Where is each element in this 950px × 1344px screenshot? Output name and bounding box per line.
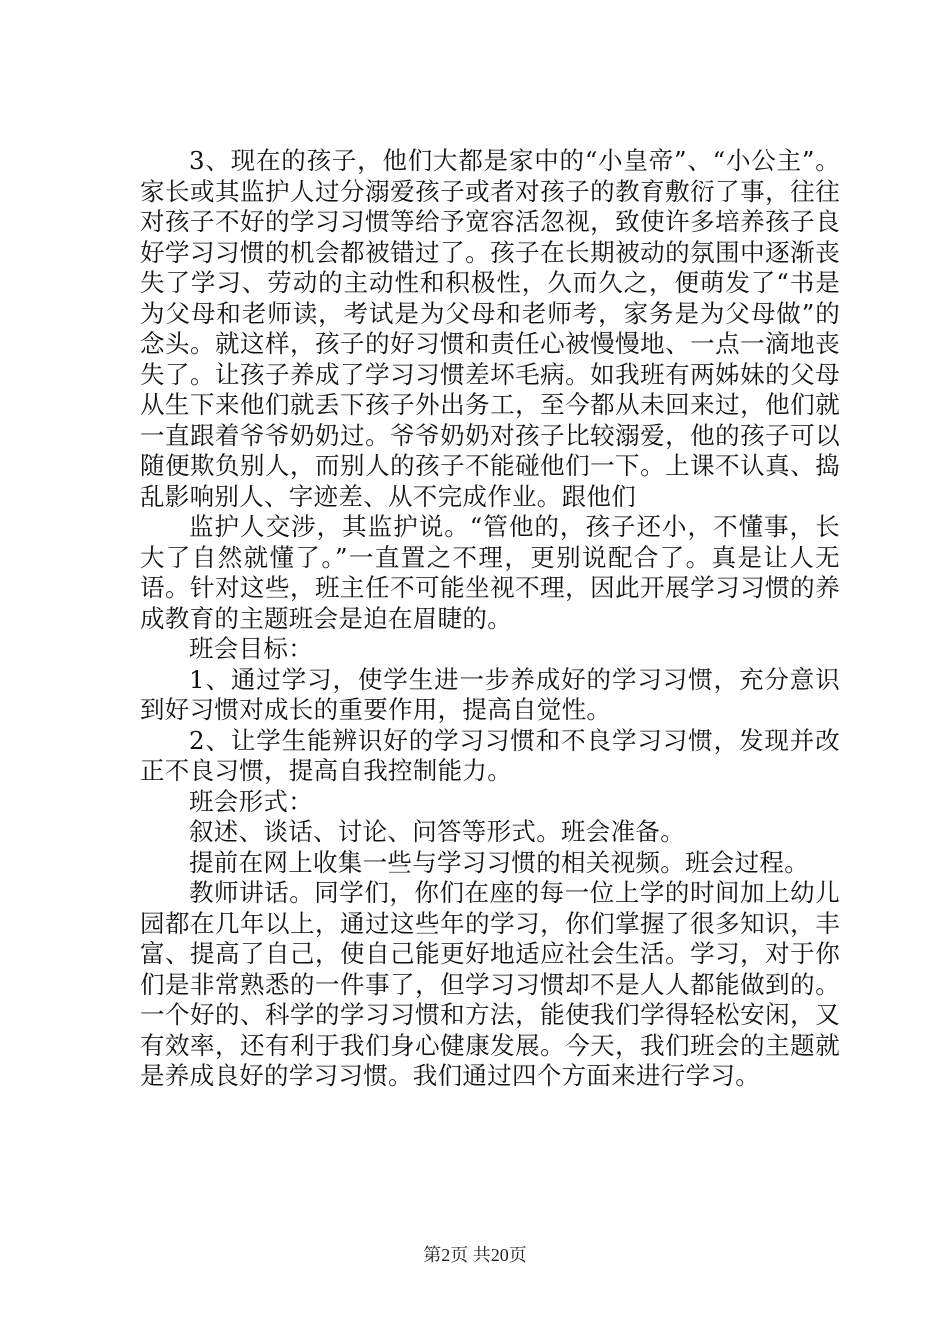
paragraph: 3、现在的孩子，他们大都是家中的“小皇帝”、“小公主”。家长或其监护人过分溺爱孩子或者对孩子的教育敷衍了事，往往对孩子不好的学习习惯等给予宽容活忽视，致使许多培养孩子良好学习习惯的机会都被错过了。孩子在长期被动的氛围中逐渐丧失了学习、劳动的主动性和积极性，久而久之，便萌发了“书是为父母和老师读，考试是为父母和老师考，家务是为父母做”的念头。就这样，孩子的好习惯和责任心被慢慢地、一点一滴地丧失了。让孩子养成了学习习惯差坏毛病。如我班有两姊妹的父母从生下来他们就丢下孩子外出务工，至今都从未回来过，他们就一直跟着爷爷奶奶过。爷爷奶奶对孩子比较溺爱，他的孩子可以随便欺负别人，而别人的孩子不能碰他们一下。上课不认真、捣乱影响别人、字迹差、从不完成作业。跟他们 (140, 146, 841, 511)
paragraph: 监护人交涉，其监护说。“管他的，孩子还小，不懂事，长大了自然就懂了。”一直置之不理，更别说配合了。真是让人无语。针对这些，班主任不可能坐视不理，因此开展学习习惯的养成教育的主题班会是迫在眉睫的。 (140, 512, 840, 633)
section-heading: 班会形式： (189, 786, 313, 816)
list-item: 1、通过学习，使学生进一步养成好的学习习惯，充分意识到好习惯对成长的重要作用，提高自觉性。 (140, 664, 840, 724)
page-number: 第2页 共20页 (423, 1245, 527, 1265)
document-body (140, 146, 840, 1092)
section-heading: 班会目标： (189, 634, 313, 663)
paragraph: 教师讲话。同学们，你们在座的每一位上学的时间加上幼儿园都在几年以上，通过这些年的学习，你们掌握了很多知识，丰富、提高了自己，使自己能更好地适应社会生活。学习，对于你们是非常熟悉的一件事了，但学习习惯却不是人人都能做到的。一个好的、科学的学习习惯和方法，能使我们学得轻松安闲，又有效率，还有利于我们身心健康发展。今天，我们班会的主题就是养成良好的学习习惯。我们通过四个方面来进行学习。 (140, 878, 840, 1090)
paragraph: 提前在网上收集一些与学习习惯的相关视频。班会过程。 (189, 847, 809, 877)
list-item: 2、让学生能辨识好的学习习惯和不良学习习惯，发现并改正不良习惯，提高自我控制能力。 (140, 725, 840, 785)
page-footer (0, 1241, 950, 1267)
paragraph: 叙述、谈话、讨论、问答等形式。班会准备。 (189, 817, 685, 846)
